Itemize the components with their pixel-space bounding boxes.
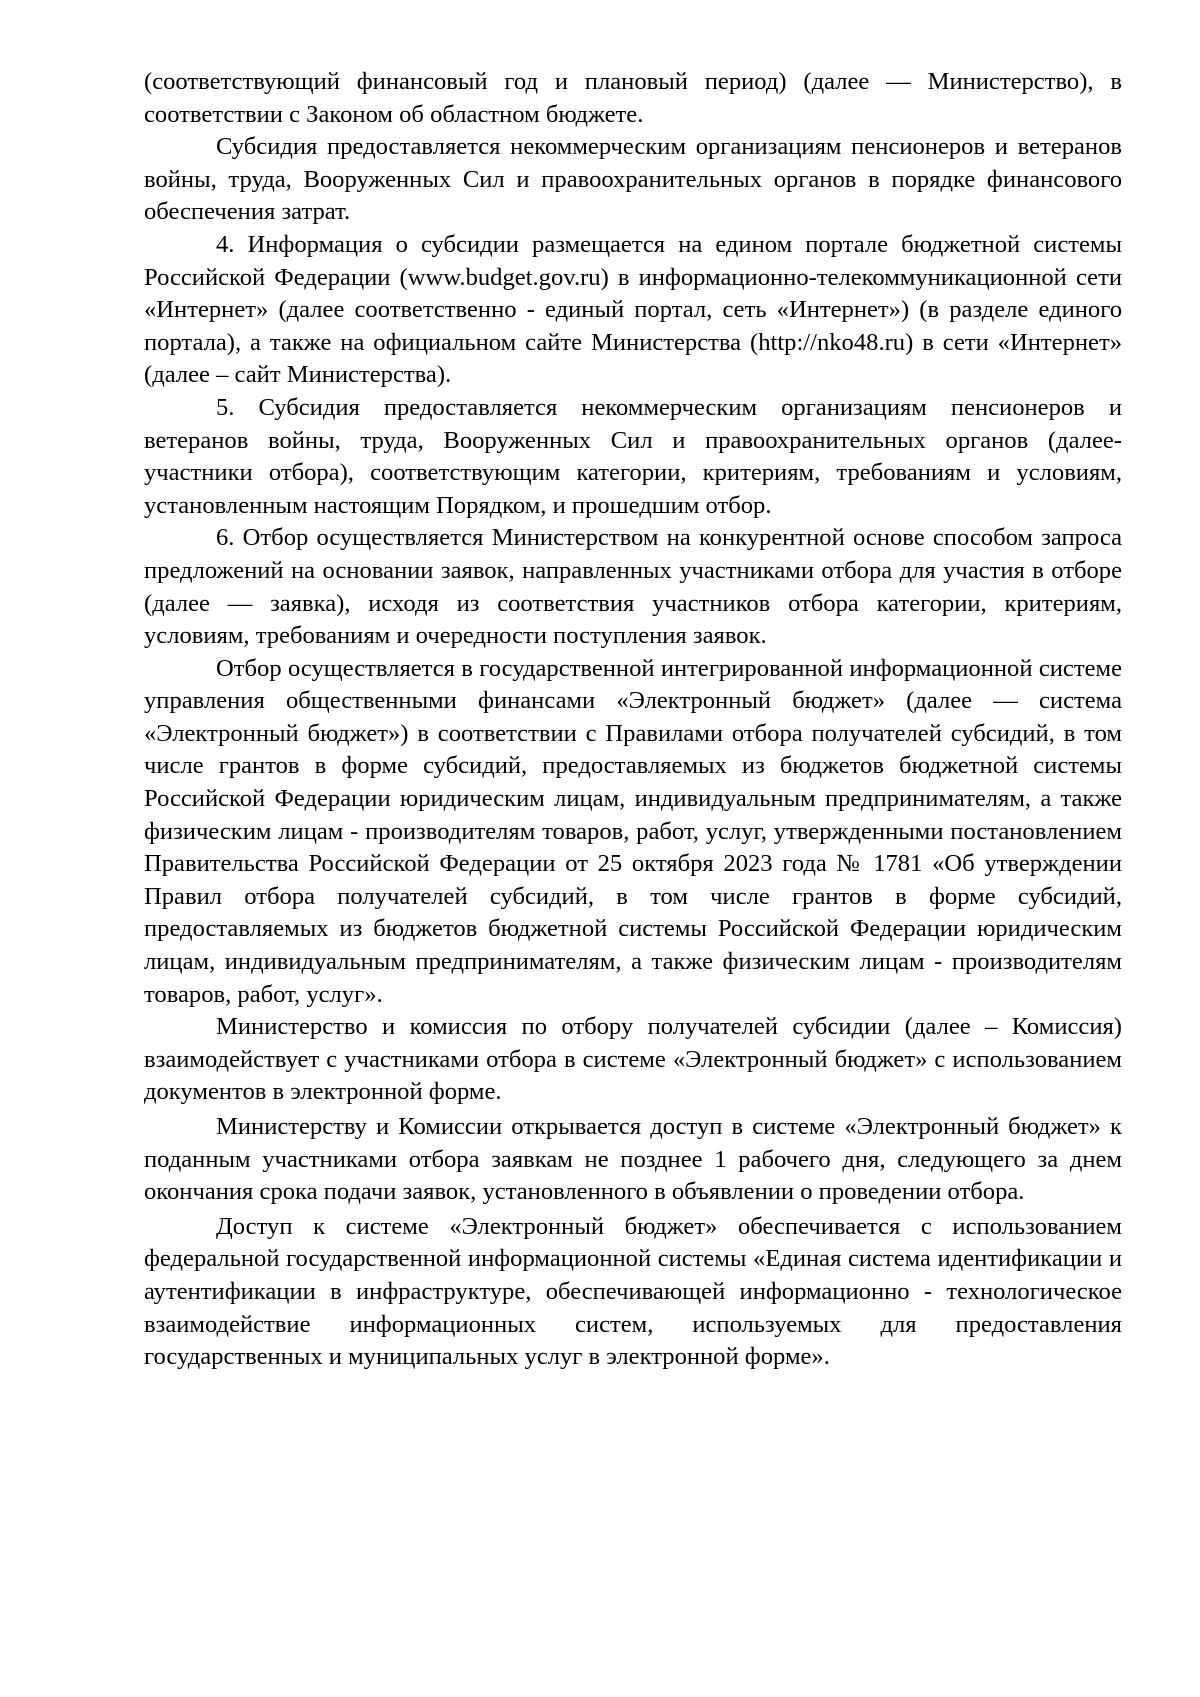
paragraph-subsidy-purpose: Субсидия предоставляется некоммерческим организациям пенсионеров и ветеранов войны, труда, Вооруженных Сил и правоохранительных органов в порядке финансового обеспечения затрат. (144, 133, 1122, 226)
paragraph-commission-interaction: Министерство и комиссия по отбору получателей субсидии (далее – Комиссия) взаимодействует с участниками отбора в системе «Электронный бюджет» с использованием документов в электронной форме. (144, 1013, 1122, 1106)
paragraph-selection-system: Отбор осуществляется в государственной интегрированной информационной системе управления общественными финансами «Электронный бюджет» (далее — система «Электронный бюджет») в соответствии с Правилами отбора получателей субсидий, в том числе грантов в форме субсидий, предоставляемых из бюджетов бюджетной системы Российской Федерации юридическим лицам, индивидуальным предпринимателям, а также физическим лицам - производителям товаров, работ, услуг, утвержденными постановлением Правительства Российской Федерации от 25 октября 2023 года № 1781 «Об утверждении Правил отбора получателей субсидий, в том числе грантов в форме субсидий, предоставляемых из бюджетов бюджетной системы Российской Федерации юридическим лицам, индивидуальным предпринимателям, а также физическим лицам - производителям товаров, работ, услуг». (144, 654, 1122, 1008)
paragraph-4-information: 4. Информация о субсидии размещается на едином портале бюджетной системы Российской Федерации (www.budget.gov.ru) в информационно-телекоммуникационной сети «Интернет» (далее соответственно - единый портал, сеть «Интернет») (в разделе единого портала), а также на официальном сайте Министерства (http://nko48.ru) в сети «Интернет» (далее – сайт Министерства). (144, 230, 1122, 389)
paragraph-system-access: Доступ к системе «Электронный бюджет» обеспечивается с использованием федеральной государственной информационной системы «Единая система идентификации и аутентификации в инфраструктуре, обеспечивающей информационно - технологическое взаимодействие информационных систем, используемых для предоставления государственных и муниципальных услуг в электронной форме». (144, 1212, 1122, 1371)
paragraph-5-participants: 5. Субсидия предоставляется некоммерческим организациям пенсионеров и ветеранов войны, труда, Вооруженных Сил и правоохранительных органов (далее-участники отбора), соответствующим категории, критериям, требованиям и условиям, установленным настоящим Порядком, и прошедшим отбор. (144, 393, 1122, 519)
paragraph-6-selection: 6. Отбор осуществляется Министерством на конкурентной основе способом запроса предложений на основании заявок, направленных участниками отбора для участия в отборе (далее — заявка), исходя из соответствия участников отбора категории, критериям, условиям, требованиям и очередности поступления заявок. (144, 524, 1122, 650)
paragraph-continuation: (соответствующий финансовый год и плановый период) (далее — Министерство), в соответствии с Законом об областном бюджете. (144, 68, 1122, 128)
document-body (144, 66, 1122, 1374)
paragraph-access-opening: Министерству и Комиссии открывается доступ в системе «Электронный бюджет» к поданным участниками отбора заявкам не позднее 1 рабочего дня, следующего за днем окончания срока подачи заявок, установленного в объявлении о проведении отбора. (144, 1113, 1122, 1206)
